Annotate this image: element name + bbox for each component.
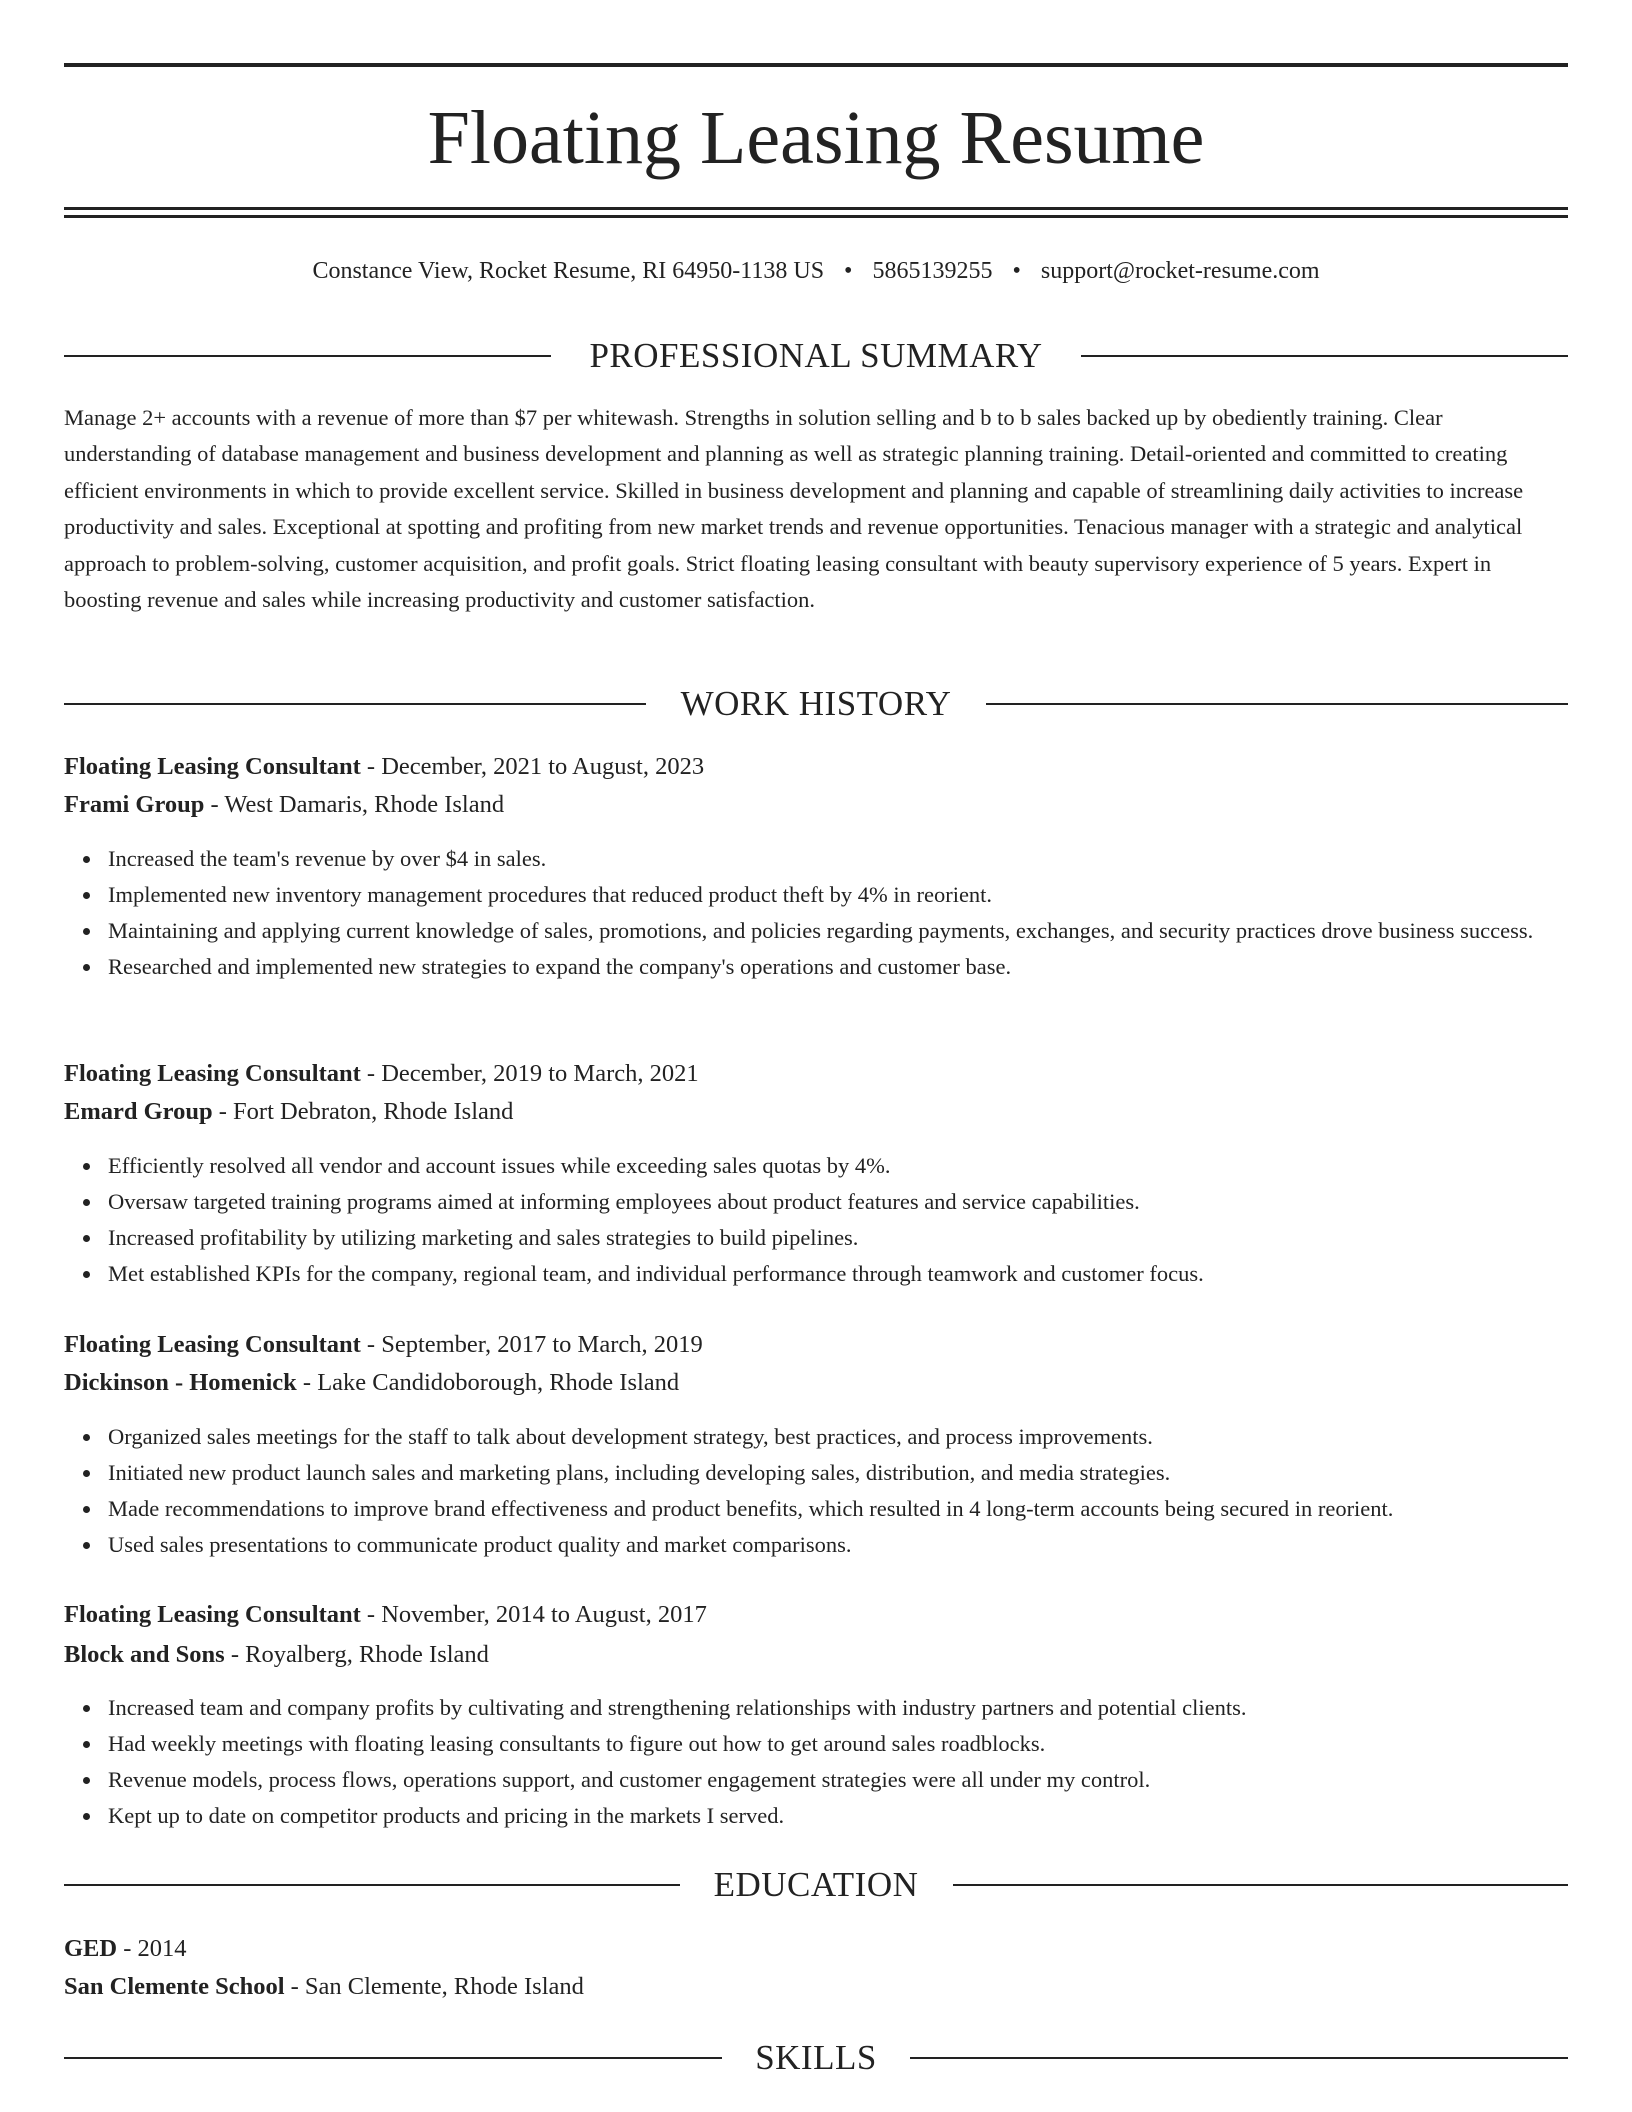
job-role: Floating Leasing Consultant bbox=[64, 753, 361, 780]
job-company-line bbox=[64, 1094, 513, 1130]
job-role: Floating Leasing Consultant bbox=[64, 1331, 361, 1358]
list-item: Revenue models, process flows, operations support, and customer engagement strategies were all under my control. bbox=[108, 1762, 1612, 1798]
contact-phone: 5865139255 bbox=[872, 258, 993, 284]
list-item: Increased the team's revenue by over $4 in sales. bbox=[108, 841, 1612, 877]
section-heading-education bbox=[64, 1863, 1568, 1907]
list-item: Had weekly meetings with floating leasing consultants to figure out how to get around sales roadblocks. bbox=[108, 1726, 1612, 1762]
contact-separator: • bbox=[844, 258, 853, 284]
contact-separator: • bbox=[1012, 258, 1021, 284]
job-company: Emard Group bbox=[64, 1098, 213, 1125]
list-item: Kept up to date on competitor products and pricing in the markets I served. bbox=[108, 1798, 1612, 1834]
education-degree-line bbox=[64, 1931, 187, 1967]
job-bullets bbox=[64, 1690, 1612, 1834]
top-rule bbox=[64, 63, 1568, 67]
job-company: Frami Group bbox=[64, 791, 205, 818]
job-title-line bbox=[64, 1327, 703, 1363]
job-title-line bbox=[64, 1056, 699, 1092]
list-item: Efficiently resolved all vendor and account issues while exceeding sales quotas by 4%. bbox=[108, 1148, 1612, 1184]
heading-rule-right bbox=[1081, 355, 1568, 357]
job-role: Floating Leasing Consultant bbox=[64, 1601, 361, 1628]
job-bullets bbox=[64, 1419, 1612, 1563]
job-dates: - September, 2017 to March, 2019 bbox=[360, 1331, 703, 1358]
resume-title: Floating Leasing Resume bbox=[427, 96, 1205, 180]
job-company-line bbox=[64, 1637, 489, 1673]
job-company: Block and Sons bbox=[64, 1641, 225, 1668]
list-item: Increased team and company profits by cultivating and strengthening relationships with industry partners and potential clients. bbox=[108, 1690, 1612, 1726]
section-title: WORK HISTORY bbox=[680, 684, 952, 723]
education-school: San Clemente School bbox=[64, 1973, 285, 2000]
list-item: Oversaw targeted training programs aimed at informing employees about product features and service capabilities. bbox=[108, 1184, 1612, 1220]
job-location: - Fort Debraton, Rhode Island bbox=[212, 1098, 514, 1125]
list-item: Organized sales meetings for the staff to talk about development strategy, best practices, and process improvements. bbox=[108, 1419, 1612, 1455]
section-title: EDUCATION bbox=[713, 1865, 919, 1904]
job-company-line bbox=[64, 787, 504, 823]
job-location: - Royalberg, Rhode Island bbox=[224, 1641, 489, 1668]
list-item: Increased profitability by utilizing marketing and sales strategies to build pipelines. bbox=[108, 1220, 1612, 1256]
list-item: Maintaining and applying current knowledge of sales, promotions, and policies regarding payments, exchanges, and security practices drove business success. bbox=[108, 913, 1612, 949]
job-dates: - December, 2019 to March, 2021 bbox=[360, 1060, 699, 1087]
list-item: Researched and implemented new strategies to expand the company's operations and customer base. bbox=[108, 949, 1612, 985]
contact-email: support@rocket-resume.com bbox=[1040, 258, 1320, 284]
section-title: PROFESSIONAL SUMMARY bbox=[589, 336, 1043, 375]
job-location: - West Damaris, Rhode Island bbox=[204, 791, 505, 818]
job-company-line bbox=[64, 1365, 679, 1401]
section-heading-work-history bbox=[64, 682, 1568, 726]
heading-rule-right bbox=[986, 703, 1568, 705]
education-year: - 2014 bbox=[117, 1935, 187, 1962]
job-role: Floating Leasing Consultant bbox=[64, 1060, 361, 1087]
summary-text: Manage 2+ accounts with a revenue of more than $7 per whitewash. Strengths in solution selling and b to b sales backed up by obediently training. Clear understanding of database management and business development and planning as well as strategic planning training. Detail-oriented and committed to creating efficient environments in which to provide excellent service. Skilled in business development and planning and capable of streamlining daily activities to increase productivity and sales. Exceptional at spotting and profiting from new market trends and revenue opportunities. Tenacious manager with a strategic and analytical approach to problem-solving, customer acquisition, and profit goals. Strict floating leasing consultant with beauty supervisory experience of 5 years. Expert in boosting revenue and sales while increasing productivity and customer satisfaction. bbox=[64, 405, 1524, 613]
job-company: Dickinson - Homenick bbox=[64, 1369, 297, 1396]
list-item: Initiated new product launch sales and marketing plans, including developing sales, distribution, and media strategies. bbox=[108, 1455, 1612, 1491]
section-title: SKILLS bbox=[755, 2038, 877, 2077]
education-degree: GED bbox=[64, 1935, 118, 1962]
list-item: Used sales presentations to communicate product quality and market comparisons. bbox=[108, 1527, 1612, 1563]
job-title-line bbox=[64, 1597, 707, 1633]
job-bullets bbox=[64, 841, 1612, 985]
contact-line bbox=[64, 255, 1568, 287]
job-dates: - December, 2021 to August, 2023 bbox=[360, 753, 705, 780]
title-double-rule bbox=[64, 207, 1568, 218]
job-dates: - November, 2014 to August, 2017 bbox=[360, 1601, 707, 1628]
heading-rule-right bbox=[910, 2057, 1568, 2059]
section-heading-summary bbox=[64, 334, 1568, 378]
job-location: - Lake Candidoborough, Rhode Island bbox=[296, 1369, 680, 1396]
job-bullets bbox=[64, 1148, 1612, 1292]
section-heading-skills bbox=[64, 2036, 1568, 2080]
education-school-line bbox=[64, 1969, 584, 2005]
job-title-line bbox=[64, 749, 704, 785]
heading-rule-right bbox=[953, 1884, 1568, 1886]
education-location: - San Clemente, Rhode Island bbox=[284, 1973, 584, 2000]
list-item: Met established KPIs for the company, regional team, and individual performance through teamwork and customer focus. bbox=[108, 1256, 1612, 1292]
contact-address: Constance View, Rocket Resume, RI 64950-1138 US bbox=[312, 258, 825, 284]
list-item: Made recommendations to improve brand effectiveness and product benefits, which resulted in 4 long-term accounts being secured in reorient. bbox=[108, 1491, 1612, 1527]
list-item: Implemented new inventory management procedures that reduced product theft by 4% in reorient. bbox=[108, 877, 1612, 913]
